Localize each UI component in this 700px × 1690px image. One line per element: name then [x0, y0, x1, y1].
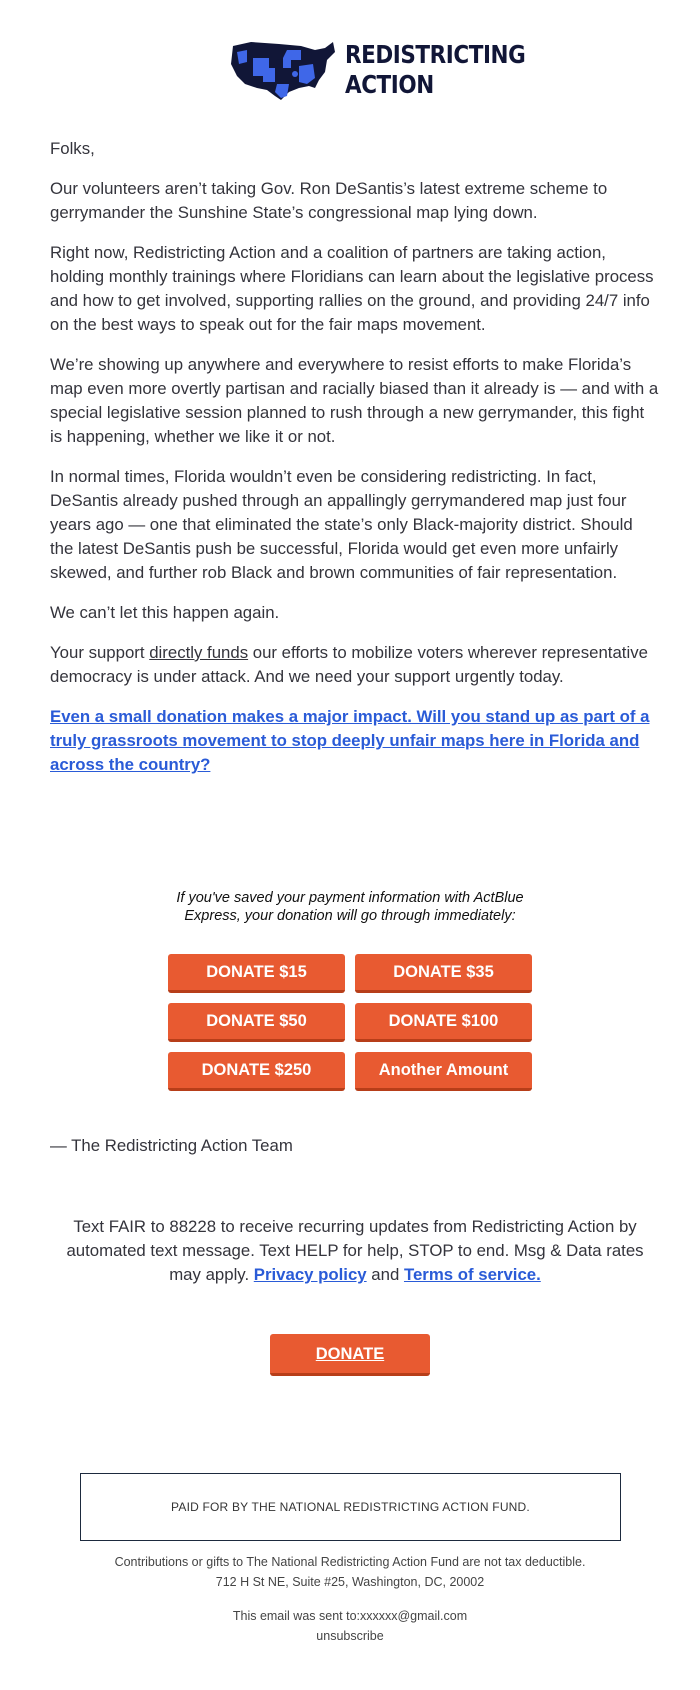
email-body: [50, 137, 660, 793]
paragraph-4: In normal times, Florida wouldn’t even be considering redistricting. In fact, DeSantis already pushed through an appallingly gerrymandered map just four years ago — one that eliminated the state’s only Black-majority district. Should the latest DeSantis push be successful, Florida would get even more unfairly skewed, and further rob Black and brown communities of fair representation.: [50, 467, 633, 582]
paragraph-5: We can’t let this happen again.: [50, 603, 280, 622]
logo-wordmark: [345, 40, 525, 100]
address: 712 H St NE, Suite #25, Washington, DC, 20002: [215, 1575, 485, 1589]
sms-disclaimer: [50, 1215, 660, 1287]
paid-for-box: PAID FOR BY THE NATIONAL REDISTRICTING ACTION FUND.: [80, 1473, 621, 1541]
logo-line-1: REDISTRICTING: [345, 40, 526, 69]
donate-250-button[interactable]: DONATE $250: [168, 1052, 345, 1091]
privacy-policy-link[interactable]: Privacy policy: [253, 1265, 367, 1284]
donate-15-button[interactable]: DONATE $15: [168, 954, 345, 993]
donate-other-amount-button[interactable]: Another Amount: [355, 1052, 532, 1091]
donate-35-button[interactable]: DONATE $35: [355, 954, 532, 993]
not-deductible-text: Contributions or gifts to The National Redistricting Action Fund are not tax deductible.: [114, 1555, 586, 1569]
donate-100-button[interactable]: DONATE $100: [355, 1003, 532, 1042]
p6-before: Your support: [50, 643, 150, 662]
sms-and: and: [366, 1265, 404, 1284]
actblue-express-note: If you've saved your payment information with ActBlue Express, your donation will go through immediately:: [176, 890, 524, 924]
footer: [0, 1552, 700, 1646]
paragraph-2: Right now, Redistricting Action and a coalition of partners are taking action, holding monthly trainings where Floridians can learn about the legislative process and how to get involved, supporting rallies on the ground, and providing 24/7 info on the best ways to speak out for the fair maps movement.: [50, 243, 654, 334]
greeting: Folks,: [50, 139, 95, 158]
directly-funds-link[interactable]: directly funds: [149, 643, 249, 662]
sent-to-text: This email was sent to:xxxxxx@gmail.com: [232, 1609, 468, 1623]
paragraph-6: [50, 641, 660, 689]
sms-text: Text FAIR to 88228 to receive recurring updates from Redistricting Action by automated text message. Text HELP for help, STOP to end. Msg & Data rates may apply.: [66, 1217, 644, 1284]
logo-line-2: ACTION: [345, 70, 434, 99]
terms-of-service-link[interactable]: Terms of service.: [403, 1265, 541, 1284]
donation-cta-link[interactable]: Even a small donation makes a major impact. Will you stand up as part of a truly grassroots movement to stop deeply unfair maps here in Florida and across the country?: [50, 707, 650, 774]
unsubscribe-link[interactable]: unsubscribe: [316, 1629, 384, 1643]
us-map-puzzle-icon: [229, 38, 339, 106]
signoff: — The Redistricting Action Team: [50, 1136, 293, 1155]
donate-button[interactable]: DONATE: [270, 1334, 430, 1376]
paragraph-3: We’re showing up anywhere and everywhere to resist efforts to make Florida’s map even more overtly partisan and racially biased than it already is — and with a special legislative session planned to rush through a new gerrymander, this fight is happening, whether we like it or not.: [50, 355, 659, 446]
paragraph-1: Our volunteers aren’t taking Gov. Ron DeSantis’s latest extreme scheme to gerrymander the Sunshine State’s congressional map lying down.: [50, 179, 608, 222]
header: [0, 34, 700, 108]
p6-after: our efforts to mobilize voters wherever representative democracy is under attack. And we need your support urgently today.: [50, 643, 648, 686]
donate-50-button[interactable]: DONATE $50: [168, 1003, 345, 1042]
